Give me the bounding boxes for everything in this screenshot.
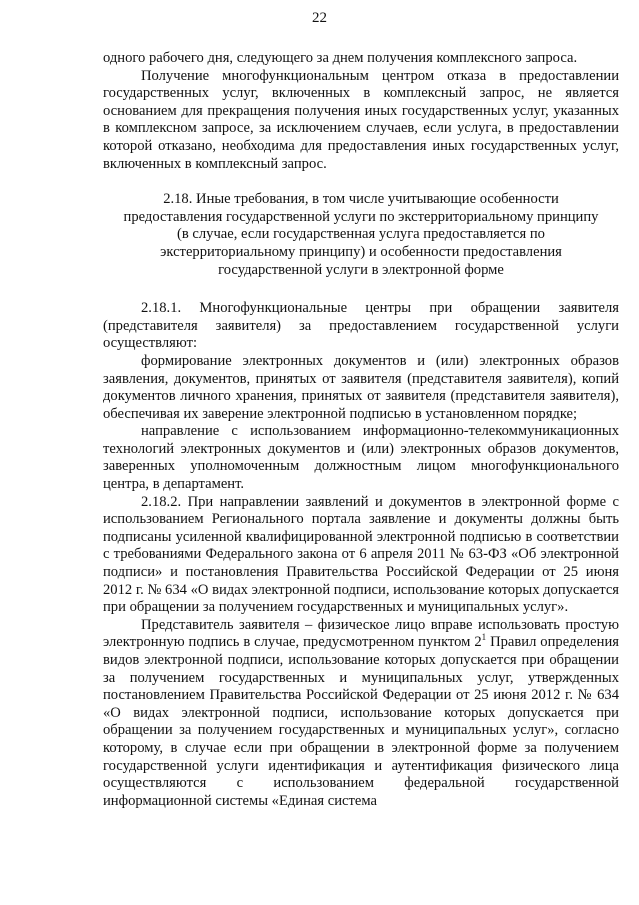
paragraph-forming-documents: формирование электронных документов и (или) электронных образов заявления, документов, принятых от заявителя (представителя заявителя), копий документов личного хранения, принятых от заявителя (представителя заявителя), обеспечивая их заверение электронной подписью в установленном порядке; (103, 352, 619, 422)
paragraph-representative-part-1: Представитель заявителя – физическое лицо вправе использовать простую электронную подпись в случае, предусмотренном пунктом 2 (103, 616, 619, 651)
paragraph-2-18-2: 2.18.2. При направлении заявлений и документов в электронной форме с использованием Регионального портала заявление и документы должны быть подписаны усиленной квалифицированной электронной подписью в соответствии с требованиями Федерального закона от 6 апреля 2011 № 63-ФЗ «Об электронной подписи» и постановления Правительства Российской Федерации от 25 июня 2012 г. № 634 «О видах электронной подписи, использование которых допускается при обращении за получением государственных и муниципальных услуг». (103, 493, 620, 616)
paragraph-representative-part-2: Правил определения видов электронной подписи, использование которых допускается при обращении за получением государственных и муниципальных услуг, утвержденных постановлением Правительства Российской Федерации от 25 июня 2012 г. № 634 «О видах электронной подписи, использование которых допускается при обращении за получением государственных и муниципальных услуг», согласно которому, в случае если при обращении в электронной форме за получением государственной услуги идентификация и аутентификация физического лица осуществляются с использованием федеральной государственной информационной системы «Единая система (103, 634, 619, 809)
paragraph-refusal: Получение многофункциональным центром отказа в предоставлении государственных услуг, включенных в комплексный запрос, не является основанием для прекращения получения иных государственных услуг, указанных в комплексном запросе, за исключением случаев, если услуга, в предоставлении которой отказано, необходима для предоставления иных государственных услуг, включенных в комплексный запрос. (103, 67, 619, 172)
footnote-superscript: 1 (481, 632, 487, 643)
paragraph-representative (103, 617, 619, 811)
paragraph-continuation: одного рабочего дня, следующего за днем получения комплексного запроса. (103, 50, 578, 66)
page-number: 22 (312, 10, 327, 26)
paragraph-2-18-1: 2.18.1. Многофункциональные центры при обращении заявителя (представителя заявителя) за предоставлением государственной услуги осуществляют: (103, 300, 619, 352)
document-body (103, 50, 619, 810)
paragraph-sending-documents: направление с использованием информационно-телекоммуникационных технологий электронных документов и (или) электронных образов документов, заверенных уполномоченным должностным лицом многофункционального центра, в департамент. (103, 423, 619, 493)
section-heading-2-18: 2.18. Иные требования, в том числе учитывающие особенности предоставления государственной услуги по экстерриториальному принципу (в случае, если государственная услуга предоставляется по экстерриториальному принципу) и особенности предоставления государственной услуги в электронной форме (123, 191, 599, 278)
